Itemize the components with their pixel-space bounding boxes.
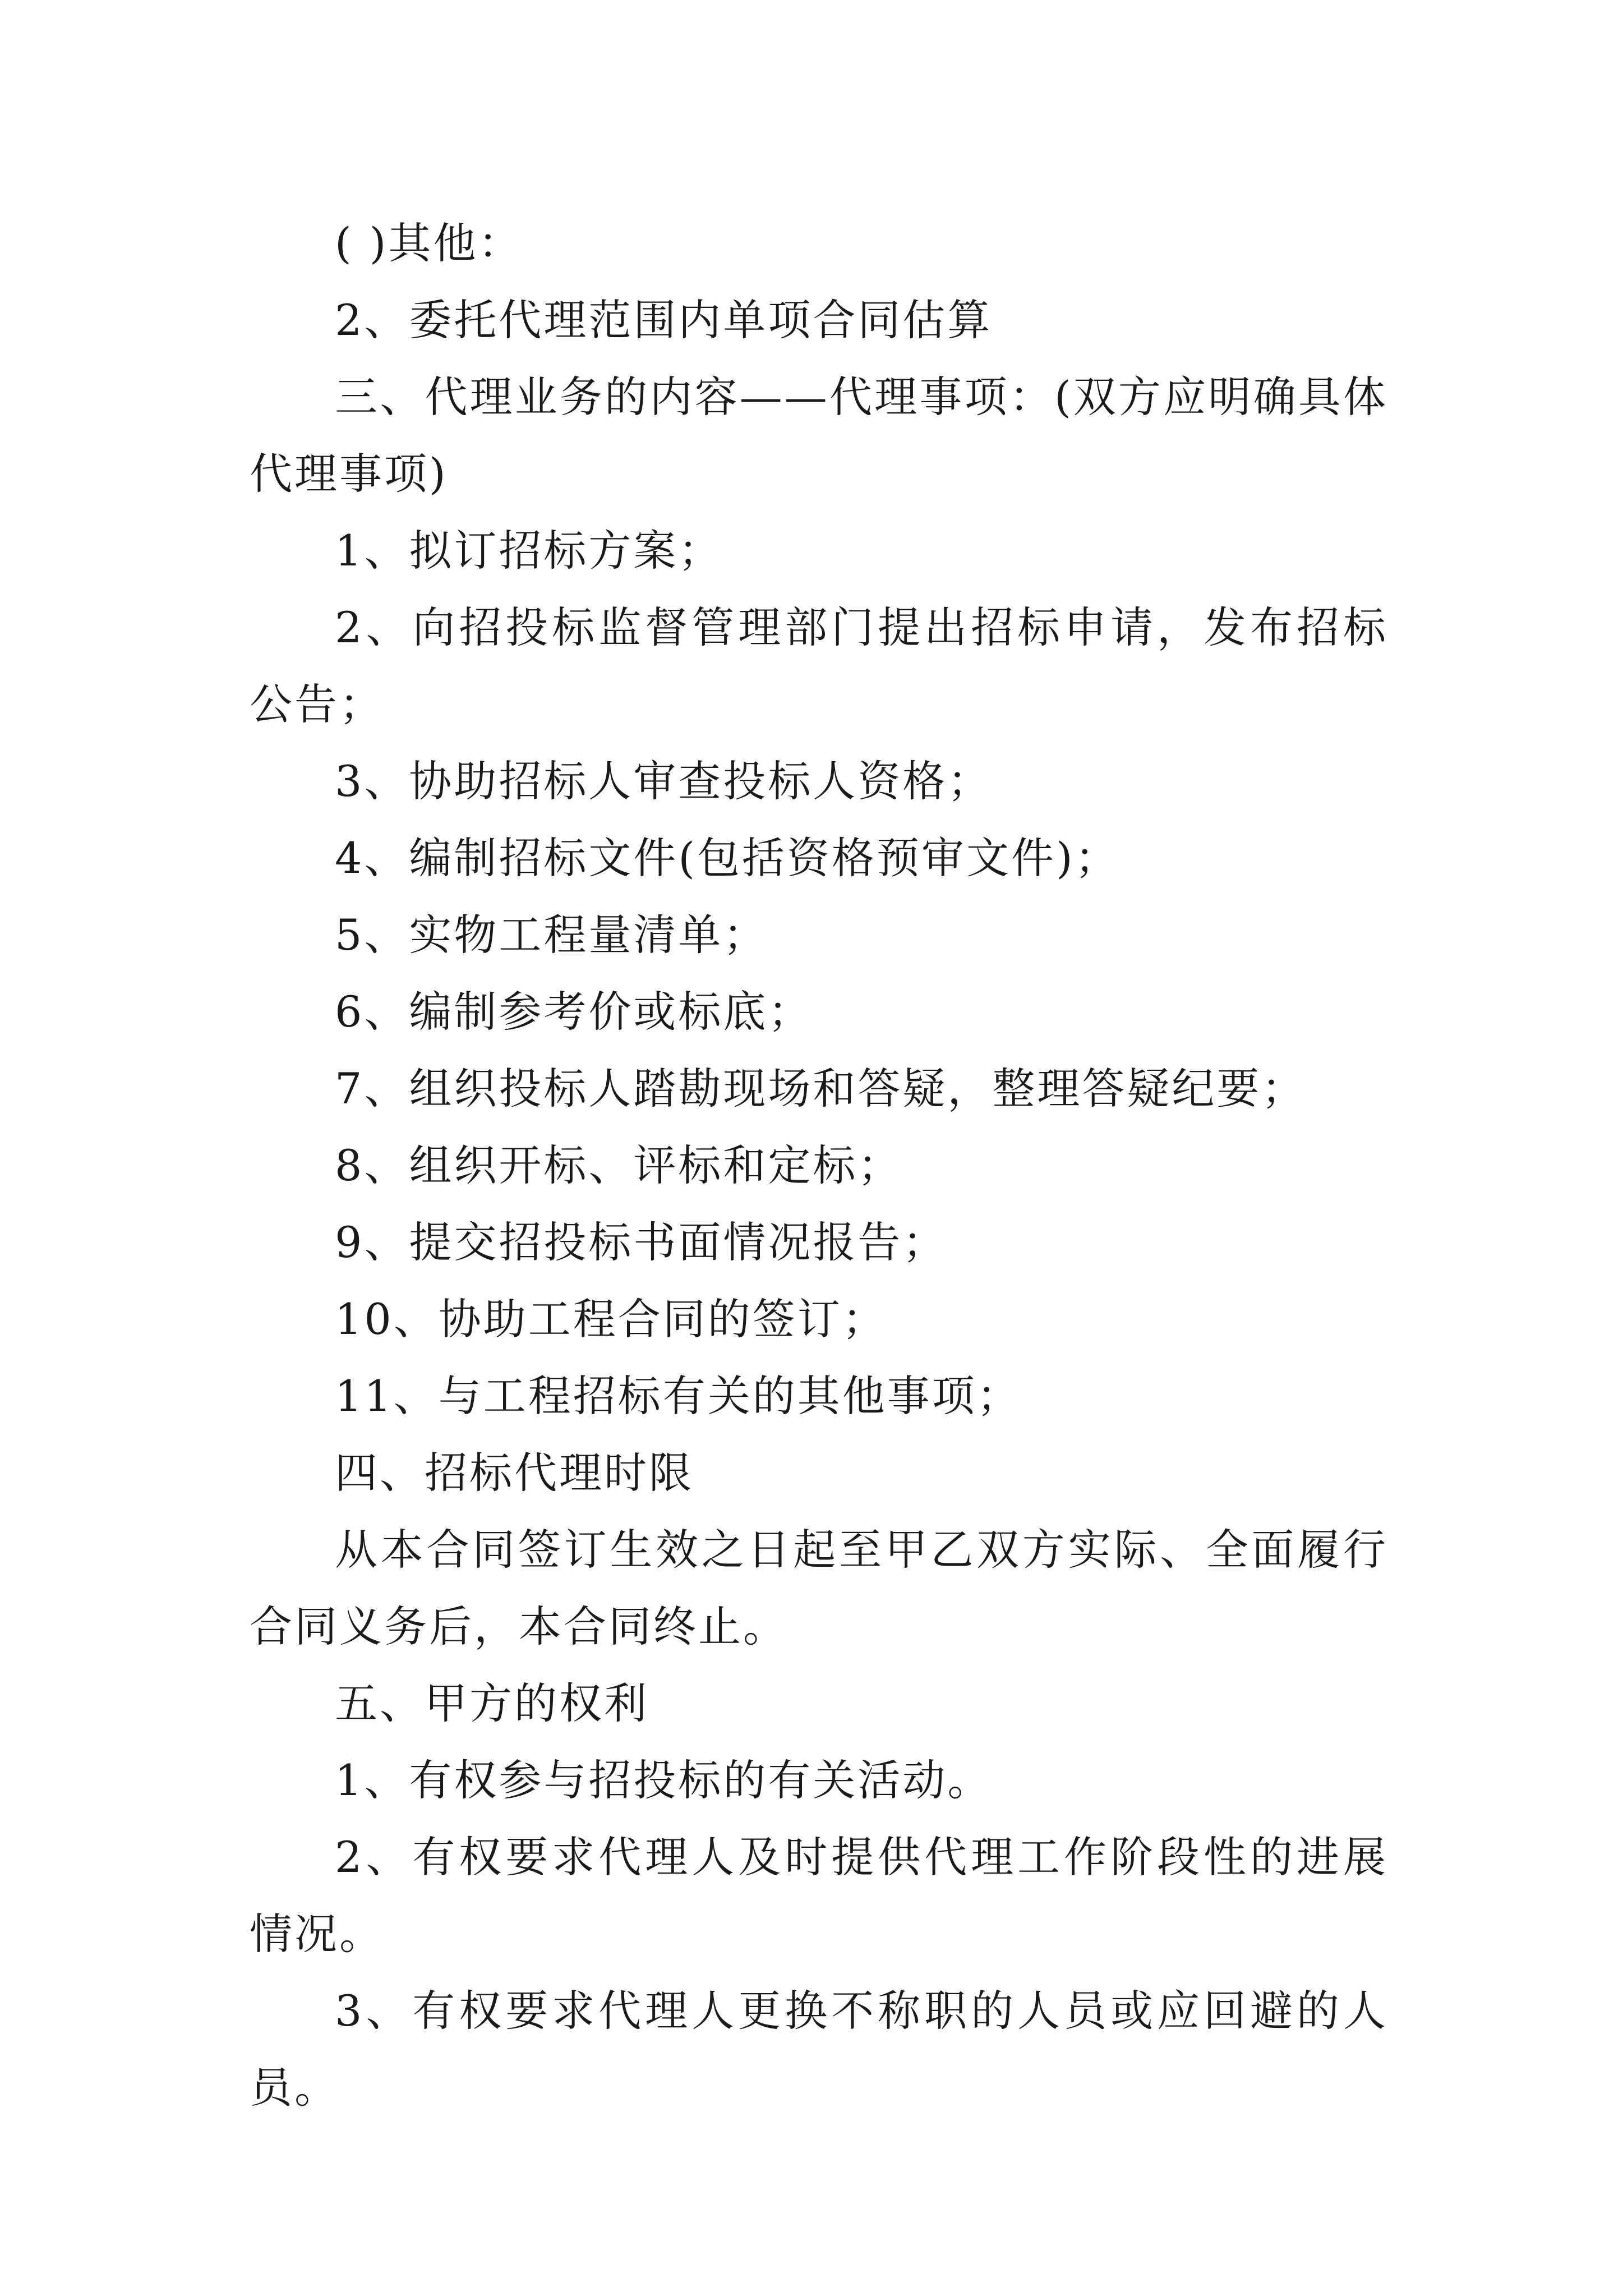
list-item-7: 7、组织投标人踏勘现场和答疑，整理答疑纪要； (335, 1064, 1307, 1114)
list-item-2: 2、向招投标监督管理部门提出招标申请，发布招标公告； (250, 602, 1388, 729)
list-item-11: 11、与工程招标有关的其他事项； (335, 1371, 1022, 1421)
rights-item-1: 1、有权参与招投标的有关活动。 (335, 1755, 993, 1805)
section-heading-time-limit: 四、招标代理时限 (335, 1448, 694, 1498)
list-item-8: 8、组织开标、评标和定标； (335, 1140, 903, 1190)
list-item-6: 6、编制参考价或标底； (335, 987, 813, 1037)
list-item-10: 10、协助工程合同的签订； (335, 1294, 887, 1344)
paragraph-time-limit: 从本合同签订生效之日起至甲乙双方实际、全面履行合同义务后，本合同终止。 (250, 1525, 1388, 1651)
paragraph-contract-estimate: 2、委托代理范围内单项合同估算 (335, 295, 993, 345)
rights-item-2: 2、有权要求代理人及时提供代理工作阶段性的进展情况。 (250, 1832, 1388, 1959)
section-heading-party-a-rights: 五、甲方的权利 (335, 1678, 649, 1728)
document-body (250, 205, 1388, 2126)
paragraph-other: ( )其他： (335, 218, 523, 268)
list-item-1: 1、拟订招标方案； (335, 526, 723, 576)
list-item-3: 3、协助招标人审查投标人资格； (335, 756, 993, 806)
section-heading-agency-content: 三、代理业务的内容——代理事项：(双方应明确具体代理事项) (250, 372, 1388, 499)
rights-item-3: 3、有权要求代理人更换不称职的人员或应回避的人员。 (250, 1986, 1388, 2113)
list-item-5: 5、实物工程量清单； (335, 910, 768, 960)
list-item-4: 4、编制招标文件(包括资格预审文件)； (335, 833, 1120, 883)
list-item-9: 9、提交招投标书面情况报告； (335, 1217, 948, 1267)
